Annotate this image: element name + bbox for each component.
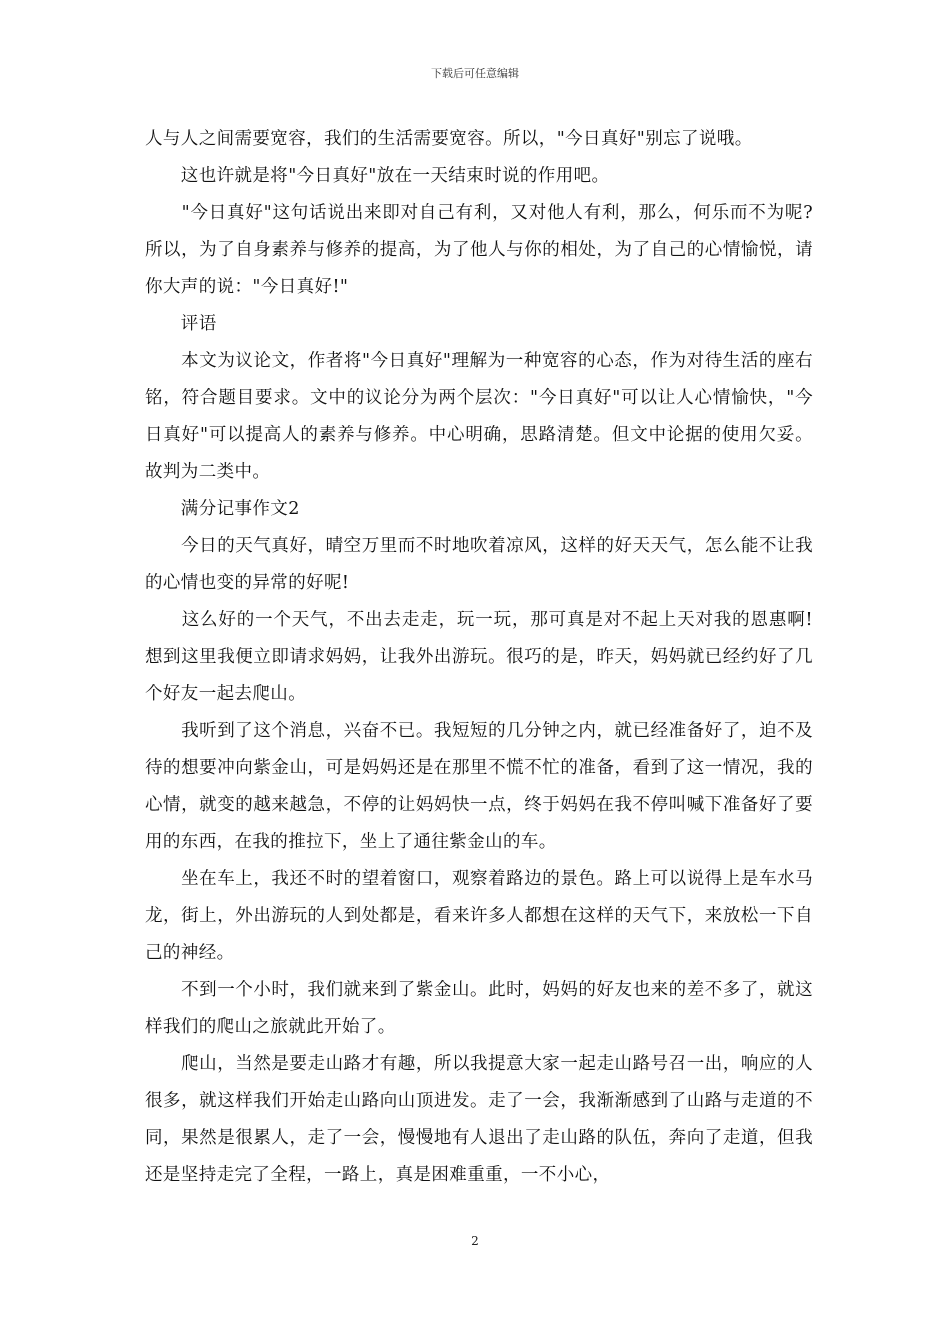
section-heading-essay-title: 满分记事作文2 <box>145 499 300 519</box>
document-body <box>145 121 813 1194</box>
section-heading-comment: 评语 <box>145 314 217 334</box>
paragraph: 本文为议论文，作者将"今日真好"理解为一种宽容的心态，作为对待生活的座右铭，符合题目要求。文中的议论分为两个层次："今日真好"可以让人心情愉快，"今日真好"可以提高人的素养与修养。中心明确，思路清楚。但文中论据的使用欠妥。故判为二类中。 <box>145 351 813 482</box>
paragraph: "今日真好"这句话说出来即对自己有利，又对他人有利，那么，何乐而不为呢?所以，为了自身素养与修养的提高，为了他人与你的相处，为了自己的心情愉悦，请你大声的说："今日真好!" <box>145 203 813 297</box>
page-header: 下载后可任意编辑 <box>431 67 519 80</box>
paragraph: 爬山，当然是要走山路才有趣，所以我提意大家一起走山路号召一出，响应的人很多，就这样我们开始走山路向山顶进发。走了一会，我渐渐感到了山路与走道的不同，果然是很累人，走了一会，慢慢地有人退出了走山路的队伍，奔向了走道，但我还是坚持走完了全程，一路上，真是困难重重，一不小心， <box>145 1054 813 1185</box>
paragraph: 坐在车上，我还不时的望着窗口，观察着路边的景色。路上可以说得上是车水马龙，街上，外出游玩的人到处都是，看来许多人都想在这样的天气下，来放松一下自己的神经。 <box>145 869 813 963</box>
page-number: 2 <box>471 1234 479 1248</box>
paragraph: 不到一个小时，我们就来到了紫金山。此时，妈妈的好友也来的差不多了，就这样我们的爬山之旅就此开始了。 <box>145 980 813 1037</box>
paragraph: 我听到了这个消息，兴奋不已。我短短的几分钟之内，就已经准备好了，迫不及待的想要冲向紫金山，可是妈妈还是在那里不慌不忙的准备，看到了这一情况，我的心情，就变的越来越急，不停的让妈妈快一点，终于妈妈在我不停叫喊下准备好了要用的东西，在我的推拉下，坐上了通往紫金山的车。 <box>145 721 813 852</box>
paragraph: 这也许就是将"今日真好"放在一天结束时说的作用吧。 <box>145 166 610 186</box>
paragraph: 今日的天气真好，晴空万里而不时地吹着凉风，这样的好天天气，怎么能不让我的心情也变的异常的好呢! <box>145 536 813 593</box>
paragraph: 人与人之间需要宽容，我们的生活需要宽容。所以，"今日真好"别忘了说哦。 <box>145 129 753 149</box>
paragraph: 这么好的一个天气，不出去走走，玩一玩，那可真是对不起上天对我的恩惠啊!想到这里我便立即请求妈妈，让我外出游玩。很巧的是，昨天，妈妈就已经约好了几个好友一起去爬山。 <box>145 610 813 704</box>
